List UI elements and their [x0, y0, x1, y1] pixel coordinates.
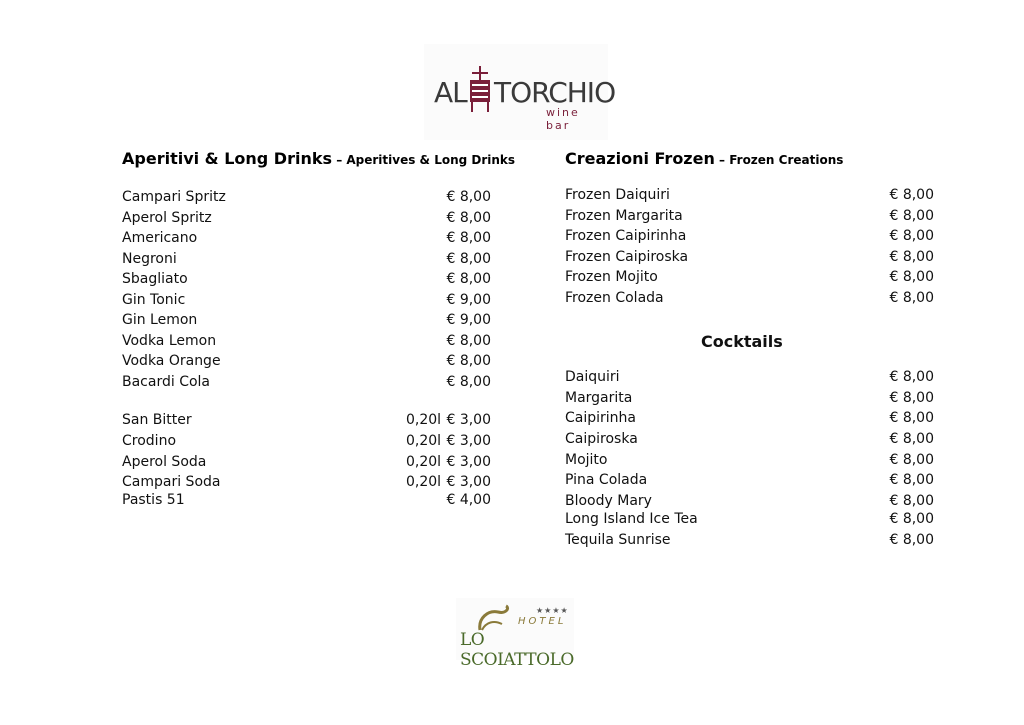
menu-item-name: Daiquiri [565, 369, 620, 385]
menu-item-price: € 8,00 [889, 269, 934, 285]
menu-item-price: € 8,00 [446, 230, 491, 246]
menu-item-price: € 8,00 [446, 189, 491, 205]
menu-item-price: € 8,00 [889, 207, 934, 224]
menu-item-name: Margarita [565, 390, 633, 406]
menu-item-price: € 8,00 [446, 271, 491, 287]
menu-item-name: Long Island Ice Tea [565, 511, 698, 527]
menu-item-price: € 8,00 [889, 452, 934, 468]
menu-item-price: € 3,00 [446, 433, 491, 449]
menu-item-price: € 8,00 [889, 472, 934, 488]
menu-item-price: € 9,00 [446, 291, 491, 308]
logo-subtitle: wine bar [546, 106, 580, 132]
menu-item-volume: 0,20l [406, 454, 442, 470]
menu-item-name: Caipirinha [565, 410, 636, 426]
menu-item-price: € 8,00 [889, 248, 934, 265]
menu-item-price: € 8,00 [889, 390, 934, 406]
menu-item-name: Campari Soda [122, 474, 221, 490]
menu-item-price: € 4,00 [446, 492, 491, 508]
menu-item-name: Sbagliato [122, 271, 188, 287]
aperitivi-title: Aperitivi & Long Drinks – Aperitives & Long Drinks [122, 149, 516, 168]
menu-item-price: € 8,00 [889, 532, 934, 548]
menu-item-volume: 0,20l [406, 433, 442, 449]
menu-item-name: Bloody Mary [565, 493, 652, 509]
menu-item-name: Gin Tonic [122, 291, 186, 308]
menu-item-name: Caipiroska [565, 431, 638, 447]
menu-item-name: Americano [122, 230, 198, 246]
menu-item-volume: 0,20l [406, 474, 442, 490]
menu-item-price: € 8,00 [446, 373, 491, 390]
menu-item-name: Vodka Orange [122, 353, 221, 369]
menu-item-name: Negroni [122, 250, 177, 267]
menu-item-price: € 8,00 [889, 410, 934, 426]
menu-item-price: € 8,00 [889, 289, 934, 306]
menu-item-name: Campari Spritz [122, 189, 226, 205]
menu-item-price: € 8,00 [446, 209, 491, 226]
al-torchio-logo [424, 44, 616, 140]
menu-item-name: Mojito [565, 452, 608, 468]
menu-item-name: Tequila Sunrise [565, 532, 671, 548]
menu-item-name: Frozen Caipirinha [565, 228, 687, 244]
menu-item-price: € 8,00 [889, 431, 934, 447]
logo-text-al: AL [434, 76, 467, 109]
hotel-stars: ★★★★ [536, 606, 569, 615]
menu-item-price: € 3,00 [446, 474, 491, 490]
menu-item-price: € 8,00 [889, 187, 934, 203]
menu-item-price: € 8,00 [446, 250, 491, 267]
menu-item-name: Gin Lemon [122, 312, 198, 328]
menu-item-name: Vodka Lemon [122, 332, 217, 349]
hotel-label: HOTEL [518, 616, 567, 627]
menu-item-name: Frozen Colada [565, 289, 664, 306]
hotel-name: LO SCOIATTOLO [460, 630, 574, 670]
menu-item-name: Bacardi Cola [122, 373, 211, 390]
cocktails-title: Cocktails [701, 332, 783, 351]
menu-item-price: € 9,00 [446, 312, 491, 328]
menu-item-price: € 3,00 [446, 454, 491, 470]
frozen-title: Creazioni Frozen – Frozen Creations [565, 149, 844, 168]
menu-item-name: Pastis 51 [122, 492, 185, 508]
menu-item-name: San Bitter [122, 412, 192, 428]
menu-item-price: € 8,00 [889, 511, 934, 527]
menu-item-price: € 3,00 [446, 412, 491, 428]
menu-item-price: € 8,00 [446, 332, 491, 349]
menu-item-name: Pina Colada [565, 472, 648, 488]
menu-item-price: € 8,00 [446, 353, 491, 369]
menu-item-price: € 8,00 [889, 493, 934, 509]
menu-item-volume: 0,20l [406, 412, 442, 428]
menu-item-price: € 8,00 [889, 228, 934, 244]
wine-press-icon [467, 66, 493, 114]
menu-item-name: Aperol Spritz [122, 209, 212, 226]
menu-item-name: Frozen Daiquiri [565, 187, 670, 203]
menu-item-name: Frozen Caipiroska [565, 248, 689, 265]
menu-item-name: Frozen Margarita [565, 207, 683, 224]
logo-text-torchio: TORCHIO [494, 76, 616, 109]
hotel-lo-scoiattolo-logo [456, 598, 574, 670]
menu-item-name: Crodino [122, 433, 177, 449]
menu-item-name: Frozen Mojito [565, 269, 658, 285]
menu-item-name: Aperol Soda [122, 454, 207, 470]
menu-item-price: € 8,00 [889, 369, 934, 385]
